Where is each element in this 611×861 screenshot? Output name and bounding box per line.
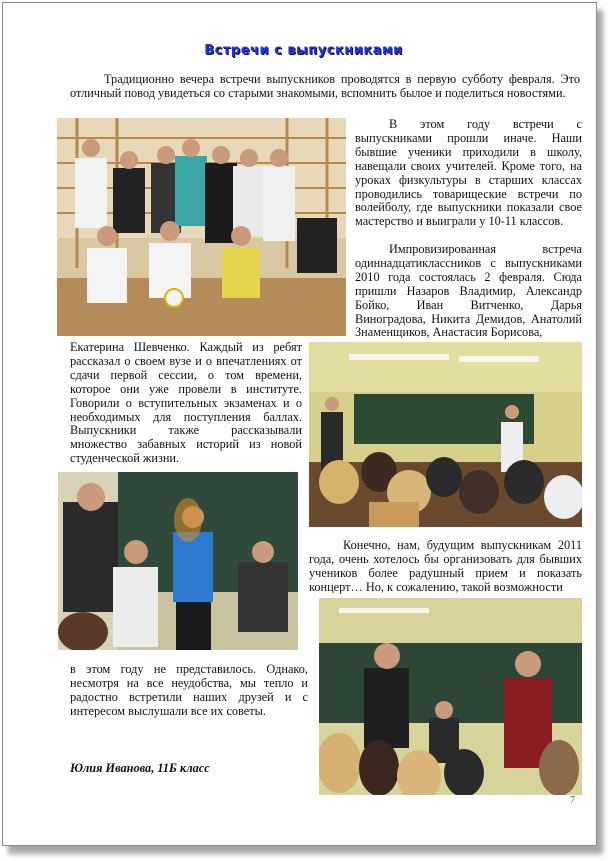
paragraph-4-start-text: Конечно, нам, будущим выпускникам 2011 года, очень хотелось бы организовать для бывших учеников более радушный прием и показать концерт… Но, к сожалению, такой возможности xyxy=(309,538,582,594)
article-title: Встречи с выпускниками xyxy=(204,43,403,58)
paragraph-4-continued xyxy=(70,663,308,719)
photo-graduates-speaking xyxy=(319,598,582,795)
intro-text: Традиционно вечера встречи выпускников проводятся в первую субботу февраля. Это отличный повод увидеться со старыми знакомыми, вспомнить былое и поделиться новостями. xyxy=(70,72,580,100)
paragraph-2 xyxy=(355,118,582,229)
photo-classroom-meeting xyxy=(309,342,582,527)
page-number: 7 xyxy=(570,795,575,806)
paragraph-4-start xyxy=(309,539,582,595)
author-signature: Юлия Иванова, 11Б класс xyxy=(70,761,210,775)
paragraph-2-text: В этом году встречи с выпускниками прошли иначе. Наши бывшие ученики приходили в школу, навещали своих учителей. Кроме того, на уроках физкультуры в старших классах проводились товарищеские встречи по волейболу, где выпускники показали свое мастерство и выиграли у 10-11 классов. xyxy=(355,117,582,229)
paragraph-3-continued xyxy=(70,341,302,466)
paragraph-3-start xyxy=(355,243,582,340)
photo-volleyball-team xyxy=(57,118,346,336)
paragraph-3-start-text: Импровизированная встреча одиннадцатиклассников с выпускниками 2010 года состоялась 2 февраля. Сюда пришли Назаров Владимир, Александр Бойко, Иван Витченко, Дарья Виноградова, Никита Демидов, Анатолий Знаменщиков, Анастасия Борисова, xyxy=(355,242,582,340)
intro-paragraph xyxy=(70,73,580,101)
paragraph-3-continued-text: Екатерина Шевченко. Каждый из ребят рассказал о своем вузе и о впечатлениях от сдачи первой сессии, о том времени, которое они уже провели в институте. Говорили о вступительных экзаменах и о необходимых для поступления баллах. Выпускники также рассказывали множество забавных историй из новой студенческой жизни. xyxy=(70,340,302,466)
photo-students-talking xyxy=(58,472,298,650)
paragraph-4-continued-text: в этом году не представилось. Однако, несмотря на все неудобства, мы тепло и радостно встретили наших друзей и с интересом выслушали все их советы. xyxy=(70,662,308,718)
